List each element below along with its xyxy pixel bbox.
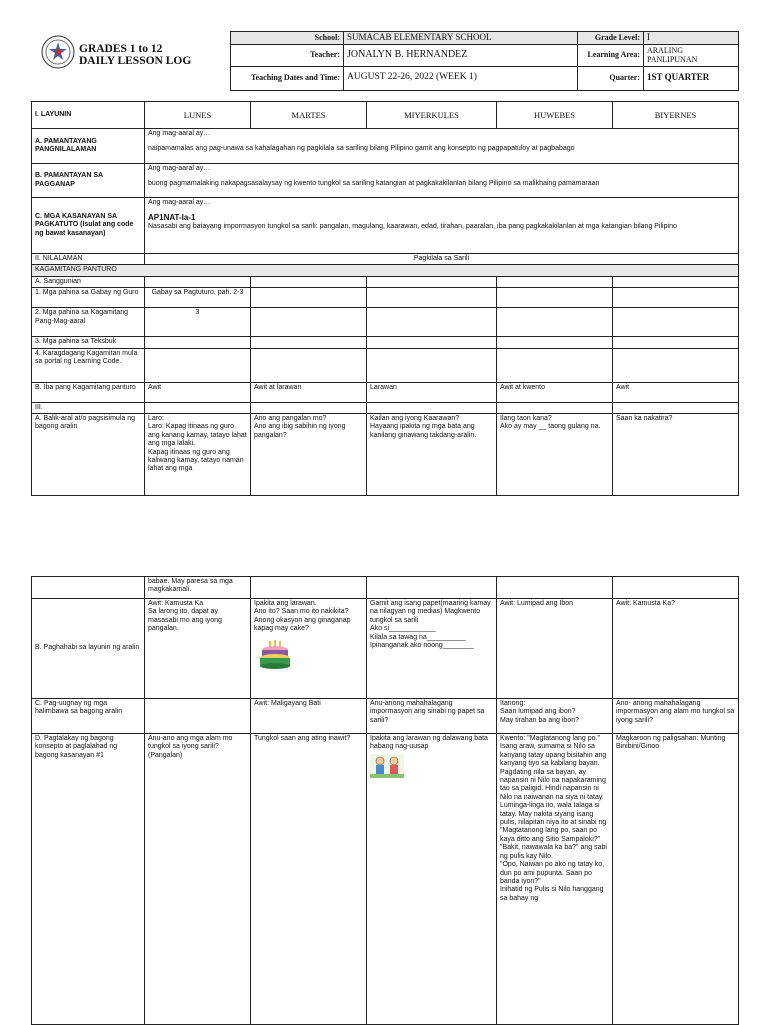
cell xyxy=(497,402,613,413)
day-biyernes: BIYERNES xyxy=(613,102,739,129)
day-miyerkules: MIYERKULES xyxy=(367,102,497,129)
cell xyxy=(367,348,497,382)
pagtalakay-biyernes: Magkaroon ng paligsahan: Munting Binibini/Ginoo xyxy=(613,734,739,1025)
quarter-label: Quarter: xyxy=(578,66,644,90)
iii-label: III. xyxy=(32,402,145,413)
header-info-table xyxy=(230,31,739,91)
paguugnay-lunes xyxy=(145,699,251,734)
nilalaman-text: Pagkilala sa Sarili xyxy=(145,254,739,265)
grade-value: I xyxy=(644,32,739,45)
dates-label: Teaching Dates and Time: xyxy=(231,66,344,90)
pagtalakay-lunes: Anu-ano ang mga alam mo tungkol sa iyong sarili? (Pangalan) xyxy=(145,734,251,1025)
day-martes: MARTES xyxy=(251,102,367,129)
teacher-label: Teacher: xyxy=(231,44,344,66)
pamantayang-label: A. PAMANTAYANG PANGNILALAMAN xyxy=(32,129,145,164)
lesson-log-table-continued xyxy=(31,576,739,1025)
cell xyxy=(613,348,739,382)
paguugnay-huwebes: Itanong: Saan lumipad ang ibon? May tirahan ba ang ibon? xyxy=(497,699,613,734)
cell xyxy=(497,348,613,382)
cell xyxy=(497,337,613,348)
cell xyxy=(251,402,367,413)
two-children-talking-icon xyxy=(370,754,404,778)
cell xyxy=(367,308,497,337)
cell xyxy=(251,348,367,382)
cell xyxy=(145,337,251,348)
cell xyxy=(497,577,613,599)
iba-biyernes: Awit xyxy=(613,382,739,402)
pagtalakay-miyerkules-cell xyxy=(367,734,497,1025)
karagdagang-label: 4. Karagdagang Kagamitan mula sa portal ng Learning Code. xyxy=(32,348,145,382)
kasanayan-code: AP1NAT-Ia-1 xyxy=(148,213,196,223)
pagtalakay-label: D. Pagtalakay ng bagong konsepto at paglalahad ng bagong kasanayan #1 xyxy=(32,734,145,1025)
paghahabi-martes: Ipakita ang larawan. Ano ito? Saan mo ito nakikita? Anong okasyon ang ginaganap kapag may cake? xyxy=(254,600,351,633)
paghahabi-martes-cell xyxy=(251,599,367,699)
cell xyxy=(251,308,367,337)
paghahabi-lunes: Awit: Kamusta Ka Sa larong ito, dapat ay masasabi mo ang iyong pangalan. xyxy=(145,599,251,699)
cell xyxy=(613,308,739,337)
paghahabi-miyerkules: Gamit ang isang papet(maaring kamay na nilagyan ng medias) Magkwento tungkol sa sarili Ako si____________ Kilala sa tawag na__________ Ipinanganak ako noong________ xyxy=(367,599,497,699)
cell xyxy=(613,577,739,599)
pagganap-text: buong pagmamalaking nakapagsasalaysay ng kwento tungkol sa sariling katangian at pagkakakilanlan bilang Pilipino sa malikhaing pamamaraan xyxy=(148,180,600,188)
kasanayan-content xyxy=(145,198,739,254)
school-label: School: xyxy=(231,32,344,45)
cell xyxy=(251,337,367,348)
cell xyxy=(613,288,739,308)
iba-martes: Awit at larawan xyxy=(251,382,367,402)
cont-lunes: babae. May paresa sa mga magkakamali. xyxy=(145,577,251,599)
nilalaman-label: II. NILALAMAN xyxy=(32,254,145,265)
kasanayan-lead: Ang mag-aaral ay… xyxy=(148,199,211,206)
balik-martes: Ano ang pangalan mo? Ano ang ibig sabihin ng iyong pangalan? xyxy=(251,414,367,496)
iba-huwebes: Awit at kwento xyxy=(497,382,613,402)
cell xyxy=(145,348,251,382)
pagganap-label: B. PAMANTAYAN SA PAGGANAP xyxy=(32,164,145,198)
birthday-cake-icon xyxy=(258,640,292,670)
paguugnay-label: C. Pag-uugnay ng mga halimbawa sa bagong aralin xyxy=(32,699,145,734)
balik-huwebes: Ilang taon kana? Ako ay may __ taong gulang na. xyxy=(497,414,613,496)
paghahabi-huwebes: Awit: Lumipad ang Ibon xyxy=(497,599,613,699)
title-line-1: GRADES 1 to 12 xyxy=(79,43,163,55)
school-value: SUMACAB ELEMENTARY SCHOOL xyxy=(344,32,578,45)
kagamitan-heading: KAGAMITANG PANTURO xyxy=(32,265,739,276)
iba-lunes: Awit xyxy=(145,382,251,402)
gabay-lunes: Gabay sa Pagtuturo, pah. 2-3 xyxy=(145,288,251,308)
pamantayang-text: naipamamalas ang pag-unawa sa kahalagahan ng pagkilala sa sariling bilang Pilipino gamit ang konsepto ng pagpapatuloy at pagbabago xyxy=(148,145,575,153)
paghahabi-label: B. Paghahabi sa layunin ng aralin xyxy=(32,599,145,699)
page-1 xyxy=(31,31,738,511)
cell xyxy=(613,402,739,413)
cell xyxy=(497,276,613,287)
day-huwebes: HUWEBES xyxy=(497,102,613,129)
teacher-value: JONALYN B. HERNANDEZ xyxy=(344,44,578,66)
pang-mag-aaral-label: 2. Mga pahina sa Kagamitang Pang-Mag-aaral xyxy=(32,308,145,337)
pagtalakay-huwebes: Kwento: "Magtatanong lang po." Isang araw, sumama si Nilo sa kanyang tatay upang bisitahin ang kanyang tiyo sa kabilang bayan. Pagdating nila sa bayan, ay napansin ni Nilo na napakaraming tao sa paligid. Hindi napansin ni Nilo na naiwanan na siya ni tatay. Luminga-linga ito, wala talaga si tatay. May nakita siyang isang pulis, nilapitan niya ito at sinabi ng "Magtatanong lang po, saan po kaya ditto ang Sitio Sampaloki?" "Bakit, nawawala ka ba?" ang sabi ng pulis kay Nilo. "Opo, Naiwan po ako ng tatay ko, dun po ami pupunta. Saan po banda iyon?" Inihatid ng Pulis si Nilo hanggang sa bahay ng xyxy=(497,734,613,1025)
pagtalakay-martes: Tungkol saan ang ating inawit? xyxy=(251,734,367,1025)
cell xyxy=(251,288,367,308)
cell xyxy=(367,337,497,348)
dates-value: AUGUST 22-26, 2022 (WEEK 1) xyxy=(344,66,578,90)
paguugnay-miyerkules: Anu-anong mahahalagang impormasyon ang sinabi ng papet sa sarili? xyxy=(367,699,497,734)
cell xyxy=(145,276,251,287)
cell xyxy=(367,577,497,599)
deped-seal-icon xyxy=(41,35,75,69)
cell xyxy=(251,577,367,599)
lesson-log-table xyxy=(31,101,739,496)
paguugnay-biyernes: Ano- anong mahahalagang impormasyon ang alam mo tungkol sa iyong sarili? xyxy=(613,699,739,734)
area-label: Learning Area: xyxy=(578,44,644,66)
cell xyxy=(251,276,367,287)
cell xyxy=(367,276,497,287)
balik-miyerkules: Kailan ang iyong Kaarawan? Hayaang ipakita ng mga bata ang kanilang ginawang takdang-aralin. xyxy=(367,414,497,496)
title-line-2: DAILY LESSON LOG xyxy=(79,55,192,67)
pamantayang-content xyxy=(145,129,739,164)
cell xyxy=(32,577,145,599)
cell xyxy=(497,288,613,308)
form-title xyxy=(79,43,191,67)
iba-miyerkules: Larawan xyxy=(367,382,497,402)
day-lunes: LUNES xyxy=(145,102,251,129)
pang-mag-aaral-lunes: 3 xyxy=(145,308,251,337)
pagganap-lead: Ang mag-aaral ay… xyxy=(148,165,211,172)
paguugnay-martes: Awit: Maligayang Bati xyxy=(251,699,367,734)
cell xyxy=(613,337,739,348)
pagtalakay-miyerkules: Ipakita ang larawan ng dalawang bata habang nag-uusap xyxy=(370,735,488,751)
cell xyxy=(145,402,251,413)
sanggunian-label: A. Sanggunian xyxy=(32,276,145,287)
cell xyxy=(497,308,613,337)
balik-lunes: Laro: Laro: Kapag itinaas ng guro ang kanang kamay, tatayo lahat ang mga lalaki. Kapag itinaas ng guro ang kaliwang kamay, tatayo naman lahat ang mga xyxy=(145,414,251,496)
cell xyxy=(367,402,497,413)
grade-label: Grade Level: xyxy=(578,32,644,45)
layunin-heading: I. LAYUNIN xyxy=(32,102,145,129)
header xyxy=(31,31,738,91)
page-2 xyxy=(31,576,738,1024)
pamantayang-lead: Ang mag-aaral ay… xyxy=(148,130,211,137)
kasanayan-label: C. MGA KASANAYAN SA PAGKATUTO (Isulat ang code ng bawat kasanayan) xyxy=(32,198,145,254)
pagganap-content xyxy=(145,164,739,198)
cell xyxy=(613,276,739,287)
paghahabi-biyernes: Awit: Kamusta Ka? xyxy=(613,599,739,699)
balik-biyernes: Saan ka nakatira? xyxy=(613,414,739,496)
balik-label: A. Balik-aral at/o pagsisimula ng bagong aralin xyxy=(32,414,145,496)
quarter-value: 1ST QUARTER xyxy=(644,66,739,90)
kasanayan-text: Nasasabi ang batayang impormasyon tungkol sa sarili: pangalan, magulang, kaarawan, edad, tirahan, paaralan, iba pang pagkakakilanlan at mga katangian bilang Pilipino xyxy=(148,222,677,230)
iba-label: B. Iba pang Kagamitang panturo xyxy=(32,382,145,402)
teksbuk-label: 3. Mga pahina sa Teksbuk xyxy=(32,337,145,348)
area-value: ARALING PANLIPUNAN xyxy=(644,44,739,66)
cell xyxy=(367,288,497,308)
gabay-label: 1. Mga pahina sa Gabay ng Guro xyxy=(32,288,145,308)
